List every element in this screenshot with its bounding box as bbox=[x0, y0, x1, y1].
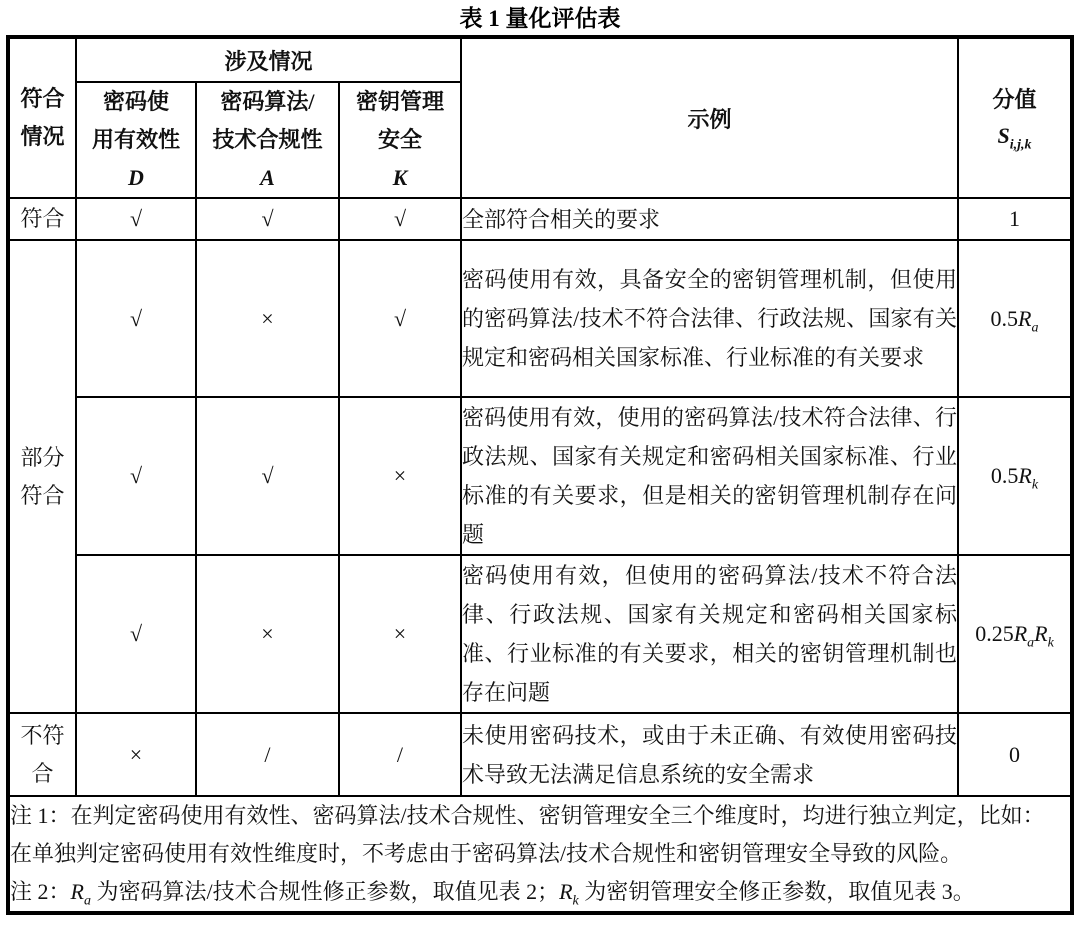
row-partial-1 bbox=[8, 240, 1072, 397]
header-involvement: 涉及情况 bbox=[76, 37, 461, 82]
row-label-compliant: 符合 bbox=[8, 198, 76, 240]
dim-letter-d: D bbox=[128, 165, 144, 190]
table-title: 表 1 量化评估表 bbox=[459, 6, 621, 31]
example-text: 密码使用有效，但使用的密码算法/技术不符合法律、行政法规、国家有关规定和密码相关国家标准、行业标准的有关要求，相关的密钥管理机制也存在问题 bbox=[461, 555, 958, 713]
mark-d: √ bbox=[76, 240, 196, 397]
row-label-partial: 部分 符合 bbox=[8, 240, 76, 713]
note-1-line-2: 在单独判定密码使用有效性维度时，不考虑由于密码算法/技术合规性和密钥管理安全导致的风险。 bbox=[9, 841, 963, 866]
header-dim-effectiveness: 密码使 用有效性 D bbox=[76, 82, 196, 198]
table-notes bbox=[8, 796, 1072, 913]
row-partial-3 bbox=[8, 555, 1072, 713]
dim-letter-k: K bbox=[392, 165, 408, 190]
mark-a: × bbox=[196, 555, 339, 713]
score-value: $0.5R_k$ bbox=[958, 397, 1072, 555]
header-row-1 bbox=[8, 37, 1072, 82]
mark-d: √ bbox=[76, 555, 196, 713]
mark-a: √ bbox=[196, 397, 339, 555]
row-noncompliant bbox=[8, 713, 1072, 796]
mark-k: √ bbox=[339, 240, 461, 397]
note-1-line-1: 注 1：在判定密码使用有效性、密码算法/技术合规性、密钥管理安全三个维度时，均进行独立判定，比如： bbox=[9, 803, 1045, 828]
header-dim-key-management: 密钥管理 安全 K bbox=[339, 82, 461, 198]
mark-k: × bbox=[339, 397, 461, 555]
example-text: 密码使用有效，具备安全的密钥管理机制，但使用的密码算法/技术不符合法律、行政法规、国家有关规定和密码相关国家标准、行业标准的有关要求 bbox=[461, 240, 958, 397]
row-label-noncompliant: 不符 合 bbox=[8, 713, 76, 796]
header-example: 示例 bbox=[461, 37, 958, 198]
score-value: $0.5R_a$ bbox=[958, 240, 1072, 397]
header-score-symbol: $S_{i,j,k}$ bbox=[997, 123, 1032, 153]
score-value: 1 bbox=[958, 198, 1072, 240]
example-text: 密码使用有效，使用的密码算法/技术符合法律、行政法规、国家有关规定和密码相关国家标准、行业标准的有关要求，但是相关的密钥管理机制存在问题 bbox=[461, 397, 958, 555]
header-score-label: 分值 bbox=[992, 87, 1037, 112]
example-text: 全部符合相关的要求 bbox=[461, 198, 958, 240]
mark-a: √ bbox=[196, 198, 339, 240]
mark-d: √ bbox=[76, 198, 196, 240]
mark-k: √ bbox=[339, 198, 461, 240]
quantitative-evaluation-table bbox=[6, 35, 1074, 915]
header-compliance-line2: 情况 bbox=[20, 124, 65, 149]
example-text: 未使用密码技术，或由于未正确、有效使用密码技术导致无法满足信息系统的安全需求 bbox=[461, 713, 958, 796]
mark-d: √ bbox=[76, 397, 196, 555]
header-dim-algorithm-compliance: 密码算法/ 技术合规性 A bbox=[196, 82, 339, 198]
header-score bbox=[958, 37, 1072, 198]
mark-a: / bbox=[196, 713, 339, 796]
note-2: 注 2：$R_a$ 为密码算法/技术合规性修正参数，取值见表 2；$R_k$ 为密钥管理安全修正参数，取值见表 3。 bbox=[9, 879, 975, 909]
header-compliance-status bbox=[8, 37, 76, 198]
mark-k: × bbox=[339, 555, 461, 713]
score-value: $0.25R_aR_k$ bbox=[958, 555, 1072, 713]
header-compliance-line1: 符合 bbox=[20, 86, 65, 111]
mark-k: / bbox=[339, 713, 461, 796]
row-compliant bbox=[8, 198, 1072, 240]
mark-d: × bbox=[76, 713, 196, 796]
dim-letter-a: A bbox=[260, 165, 275, 190]
score-value: 0 bbox=[958, 713, 1072, 796]
notes-row bbox=[8, 796, 1072, 913]
mark-a: × bbox=[196, 240, 339, 397]
row-partial-2 bbox=[8, 397, 1072, 555]
